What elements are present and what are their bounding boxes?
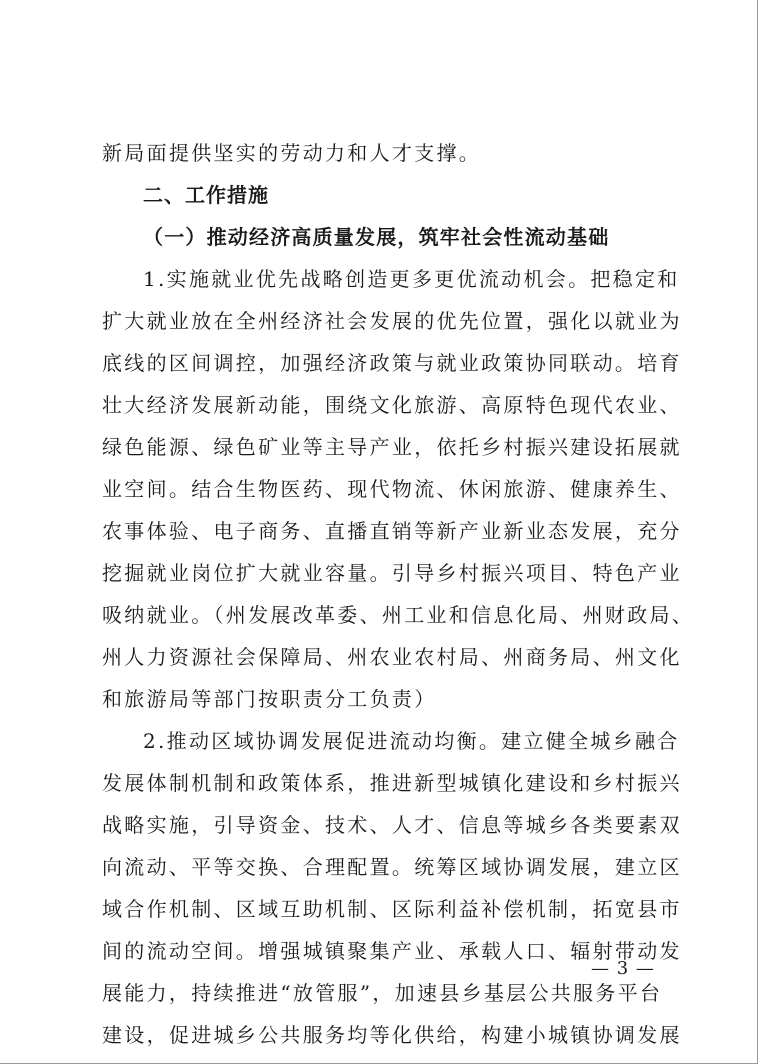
subsection-heading: （一）推动经济高质量发展，筑牢社会性流动基础 <box>143 225 610 249</box>
text-line: 间的流动空间。增强城镇聚集产业、承载人口、辐射带动发 <box>102 939 682 963</box>
text-line: 扩大就业放在全州经济社会发展的优先位置，强化以就业为 <box>102 309 682 333</box>
text-line: 建设，促进城乡公共服务均等化供给，构建小城镇协调发展 <box>102 1023 682 1047</box>
text-line: 农事体验、电子商务、直播直销等新产业新业态发展，充分 <box>102 519 682 543</box>
paragraph-start-line: 2.推动区域协调发展促进流动均衡。建立健全城乡融合 <box>143 729 680 753</box>
text-line: 挖掘就业岗位扩大就业容量。引导乡村振兴项目、特色产业 <box>102 561 682 585</box>
document-body <box>102 132 695 1056</box>
text-line: 向流动、平等交换、合理配置。统筹区域协调发展，建立区 <box>102 855 682 879</box>
text-line: 业空间。结合生物医药、现代物流、休闲旅游、健康养生、 <box>102 477 682 501</box>
text-line: 展能力，持续推进“放管服”，加速县乡基层公共服务平台 <box>102 981 663 1005</box>
text-line: 州人力资源社会保障局、州农业农村局、州商务局、州文化 <box>102 645 682 669</box>
text-line: 底线的区间调控，加强经济政策与就业政策协同联动。培育 <box>102 351 682 375</box>
text-line: 新局面提供坚实的劳动力和人才支撑。 <box>102 141 482 165</box>
text-line: 战略实施，引导资金、技术、人才、信息等城乡各类要素双 <box>102 813 682 837</box>
text-line: 发展体制机制和政策体系，推进新型城镇化建设和乡村振兴 <box>102 771 682 795</box>
text-line: 绿色能源、绿色矿业等主导产业，依托乡村振兴建设拓展就 <box>102 435 682 459</box>
section-heading: 二、工作措施 <box>143 183 269 207</box>
text-line: 壮大经济发展新动能，围绕文化旅游、高原特色现代农业、 <box>102 393 682 417</box>
text-line: 域合作机制、区域互助机制、区际利益补偿机制，拓宽县市 <box>102 897 682 921</box>
text-line: 和旅游局等部门按职责分工负责） <box>102 687 437 711</box>
text-line: 吸纳就业。（州发展改革委、州工业和信息化局、州财政局、 <box>102 603 695 627</box>
paragraph-start-line: 1.实施就业优先战略创造更多更优流动机会。把稳定和 <box>143 267 680 291</box>
page-number: — 3 — <box>591 958 655 979</box>
